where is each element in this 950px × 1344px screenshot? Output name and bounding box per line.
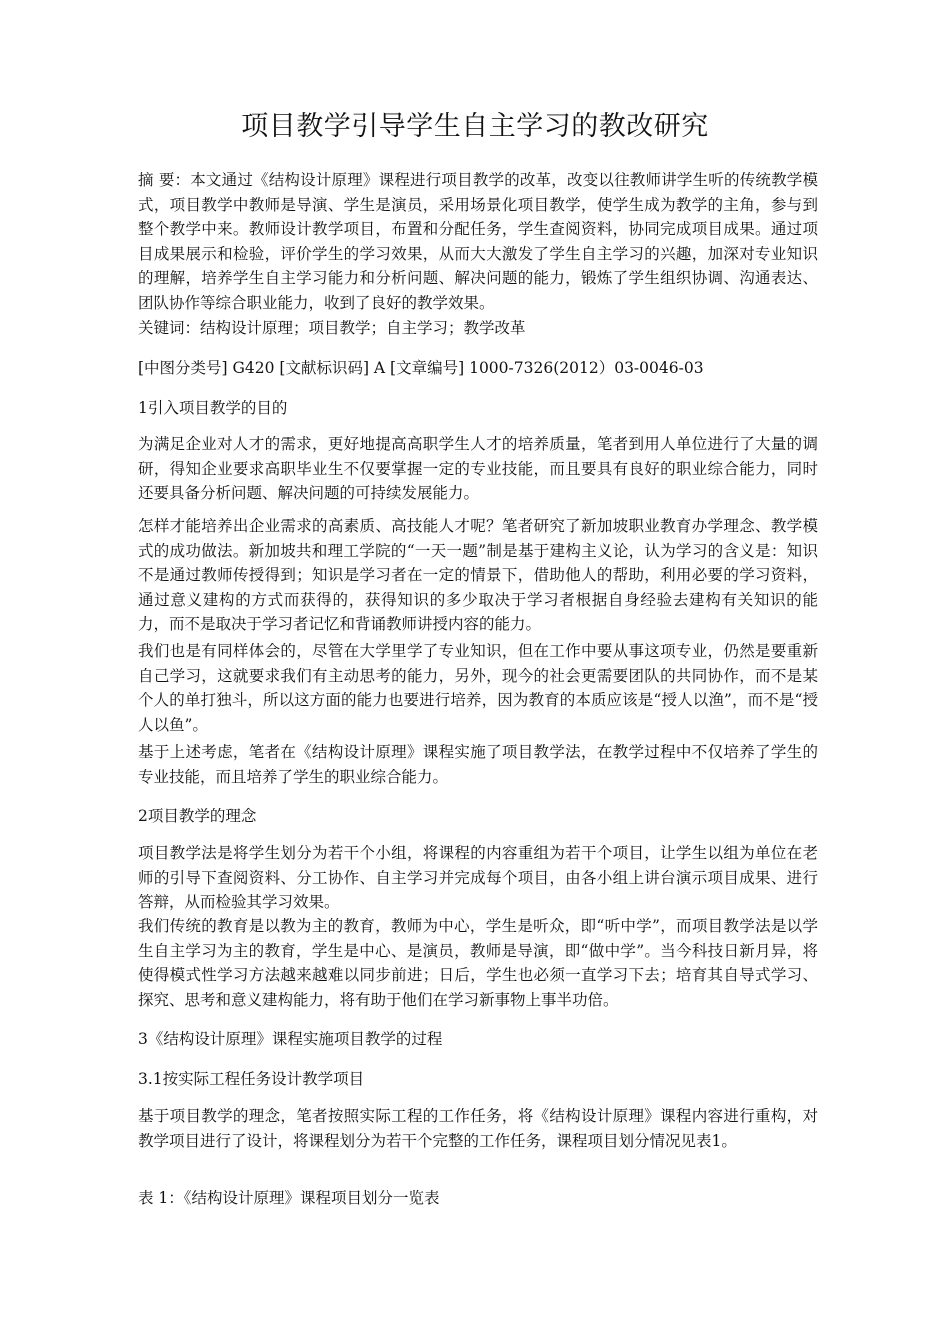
document-title: 项目教学引导学生自主学习的教改研究	[241, 111, 709, 142]
section-3-heading: 3《结构设计原理》课程实施项目教学的过程	[138, 1030, 443, 1048]
section-3-1-heading: 3.1按实际工程任务设计教学项目	[138, 1070, 365, 1088]
section-1-paragraph-2: 怎样才能培养出企业需求的高素质、高技能人才呢？笔者研究了新加坡职业教育办学理念、教学模式的成功做法。新加坡共和理工学院的“一天一题”制是基于建构主义论，认为学习的含义是：知识不是通过教师传授得到；知识是学习者在一定的情景下，借助他人的帮助，利用必要的学习资料，通过意义建构的方式而获得的，获得知识的多少取决于学习者根据自身经验去建构有关知识的能力，而不是取决于学习者记忆和背诵教师讲授内容的能力。	[138, 517, 818, 633]
classification-line: [中图分类号] G420 [文献标识码] A [文章编号] 1000-7326(2012）03-0046-03	[138, 359, 704, 377]
keywords-line: 关键词：结构设计原理；项目教学；自主学习；教学改革	[138, 319, 526, 337]
section-1-paragraph-3: 我们也是有同样体会的，尽管在大学里学了专业知识，但在工作中要从事这项专业，仍然是要重新自己学习，这就要求我们有主动思考的能力，另外，现今的社会更需要团队的共同协作，而不是某个人的单打独斗，所以这方面的能力也要进行培养，因为教育的本质应该是“授人以渔”，而不是“授人以鱼”。	[138, 642, 818, 734]
section-2-paragraph-2: 我们传统的教育是以教为主的教育，教师为中心，学生是听众，即“听中学”，而项目教学法是以学生自主学习为主的教育，学生是中心、是演员，教师是导演，即“做中学”。当今科技日新月异，将使得模式性学习方法越来越难以同步前进；日后，学生也必须一直学习下去；培育其自导式学习、探究、思考和意义建构能力，将有助于他们在学习新事物上事半功倍。	[138, 917, 818, 1009]
section-2-paragraph-1: 项目教学法是将学生划分为若干个小组，将课程的内容重组为若干个项目，让学生以组为单位在老师的引导下查阅资料、分工协作、自主学习并完成每个项目，由各小组上讲台演示项目成果、进行答辩，从而检验其学习效果。	[138, 844, 818, 911]
abstract-paragraph: 摘 要：本文通过《结构设计原理》课程进行项目教学的改革，改变以往教师讲学生听的传统教学模式，项目教学中教师是导演、学生是演员，采用场景化项目教学，使学生成为教学的主角，参与到整个教学中来。教师设计教学项目，布置和分配任务，学生查阅资料，协同完成项目成果。通过项目成果展示和检验，评价学生的学习效果，从而大大激发了学生自主学习的兴趣，加深对专业知识的理解，培养学生自主学习能力和分析问题、解决问题的能力，锻炼了学生组织协调、沟通表达、团队协作等综合职业能力，收到了良好的教学效果。	[138, 171, 818, 312]
section-2-heading: 2项目教学的理念	[138, 807, 257, 825]
section-1-heading: 1引入项目教学的目的	[138, 399, 288, 417]
section-3-1-paragraph-1: 基于项目教学的理念，笔者按照实际工程的工作任务，将《结构设计原理》课程内容进行重构，对教学项目进行了设计，将课程划分为若干个完整的工作任务，课程项目划分情况见表1。	[138, 1107, 818, 1150]
table-caption: 表 1：《结构设计原理》课程项目划分一览表	[138, 1189, 440, 1207]
section-1-paragraph-1: 为满足企业对人才的需求，更好地提高高职学生人才的培养质量，笔者到用人单位进行了大量的调研，得知企业要求高职毕业生不仅要掌握一定的专业技能，而且要具有良好的职业综合能力，同时还要具备分析问题、解决问题的可持续发展能力。	[138, 435, 818, 502]
section-1-paragraph-4: 基于上述考虑，笔者在《结构设计原理》课程实施了项目教学法，在教学过程中不仅培养了学生的专业技能，而且培养了学生的职业综合能力。	[138, 743, 818, 786]
